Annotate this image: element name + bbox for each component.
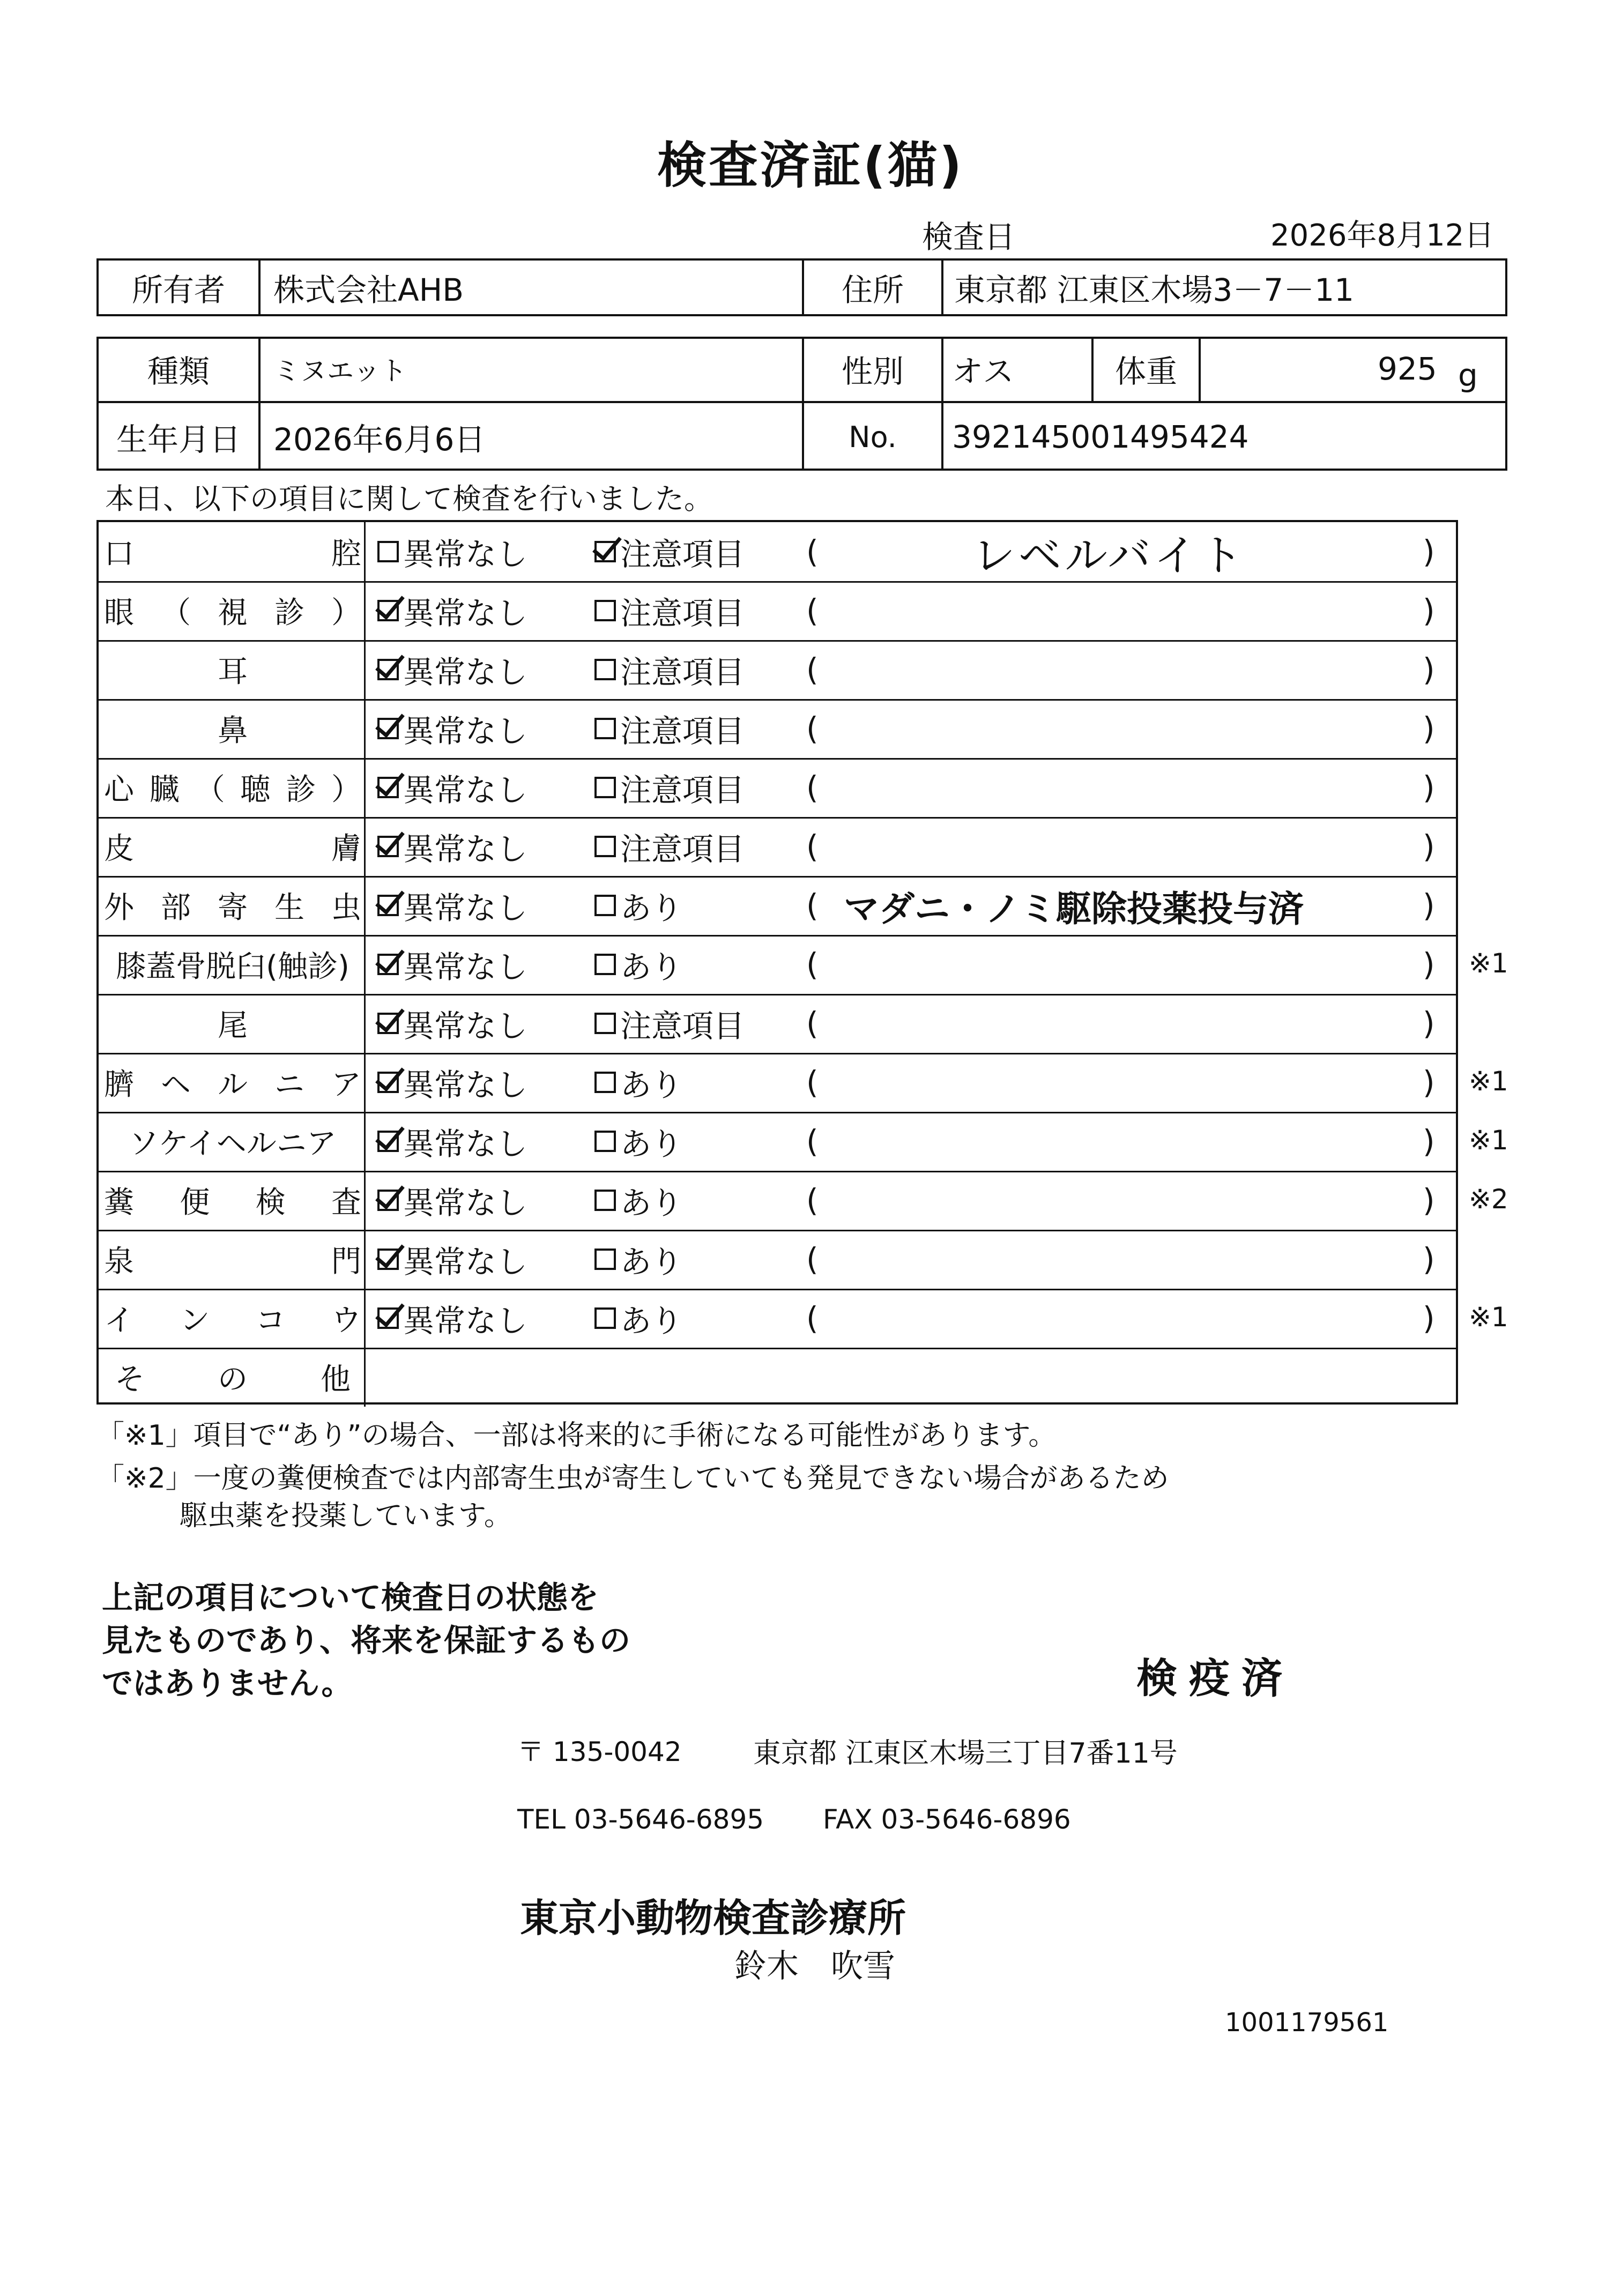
note-mark: ※1 <box>1469 948 1508 979</box>
item-name <box>104 640 361 699</box>
item-name-part: 視 <box>218 596 248 630</box>
item-name-part: 虫 <box>331 890 361 925</box>
remark-open-paren: ( <box>806 533 819 570</box>
item-name-part: 便 <box>180 1185 210 1220</box>
remark-close-paren: ) <box>1423 1300 1435 1336</box>
checkbox-normal[interactable] <box>377 718 399 739</box>
table-row <box>99 1289 1456 1349</box>
owner-label: 所有者 <box>131 272 225 308</box>
checkbox-other[interactable] <box>594 895 616 916</box>
sex-label: 性別 <box>841 353 904 390</box>
remark-open-paren: ( <box>806 1182 819 1218</box>
option-other[interactable] <box>594 640 745 699</box>
option-other-label: 注意項目 <box>620 595 745 631</box>
remark-close-paren: ) <box>1423 946 1435 983</box>
option-normal[interactable] <box>377 1289 527 1348</box>
item-name-part: ニ <box>274 1067 304 1102</box>
option-normal-label: 異常なし <box>403 1067 528 1103</box>
option-other[interactable] <box>594 522 745 581</box>
item-name-part: 検 <box>255 1185 286 1220</box>
remark-open-paren: ( <box>806 769 819 806</box>
remark-open-paren: ( <box>806 1241 819 1277</box>
option-other-label: あり <box>620 1303 683 1339</box>
table-row <box>99 581 1456 642</box>
item-name-part: 鼻 <box>218 714 248 748</box>
item-name-part: の <box>218 1362 248 1397</box>
table-row <box>99 522 1456 583</box>
disclaimer <box>102 1576 630 1705</box>
option-other-label: あり <box>620 949 683 985</box>
weight-unit: g <box>1458 357 1478 393</box>
remark-close-paren: ) <box>1423 1064 1435 1101</box>
checkbox-other[interactable] <box>594 954 616 975</box>
remark-open-paren: ( <box>806 828 819 865</box>
item-name-part: ウ <box>331 1303 361 1338</box>
number-label: No. <box>849 420 897 454</box>
remark-text: レベルバイト <box>972 530 1246 581</box>
remark-close-paren: ) <box>1423 1005 1435 1042</box>
checkbox-other[interactable] <box>594 777 616 798</box>
item-name-part: そ <box>115 1362 145 1397</box>
option-normal[interactable] <box>377 876 527 935</box>
footnote-1: 「※1」項目で“あり”の場合、一部は将来的に手術になる可能性があります。 <box>96 1420 1057 1452</box>
remark-close-paren: ) <box>1423 710 1435 747</box>
option-normal[interactable] <box>377 640 527 699</box>
remark-close-paren: ) <box>1423 592 1435 629</box>
item-name-part: 外 <box>104 890 134 925</box>
option-normal-label: 異常なし <box>403 949 528 985</box>
item-name-part: 診 <box>286 772 316 807</box>
option-normal[interactable] <box>377 935 527 994</box>
remark-close-paren: ) <box>1423 887 1435 924</box>
checkbox-normal[interactable] <box>377 1249 399 1270</box>
item-name <box>104 1289 361 1348</box>
option-normal-label: 異常なし <box>403 1185 528 1221</box>
table-row-other <box>99 1348 1456 1407</box>
option-other[interactable] <box>594 1289 682 1348</box>
item-name-part: 心 <box>104 772 134 807</box>
item-name-part: 査 <box>331 1185 361 1220</box>
remark-open-paren: ( <box>806 651 819 688</box>
item-name-part: コ <box>255 1303 286 1338</box>
item-name <box>104 1112 361 1171</box>
checkbox-normal[interactable] <box>377 659 399 680</box>
checkbox-other[interactable] <box>594 1072 616 1093</box>
remark-open-paren: ( <box>806 1300 819 1336</box>
item-name <box>104 1053 361 1112</box>
checkbox-other[interactable] <box>594 1307 616 1329</box>
item-name <box>104 1171 361 1230</box>
option-other-label: 注意項目 <box>620 713 745 749</box>
item-name-part: 耳 <box>218 655 248 689</box>
option-normal-label: 異常なし <box>403 1303 528 1339</box>
option-other[interactable] <box>594 994 745 1053</box>
remark-close-paren: ) <box>1423 1123 1435 1160</box>
item-name-part: 糞 <box>104 1185 134 1220</box>
option-normal[interactable] <box>377 699 527 758</box>
checkbox-normal[interactable] <box>377 541 399 562</box>
item-name-part: （ <box>161 596 191 630</box>
serial-number: 1001179561 <box>1225 2008 1389 2038</box>
checkbox-normal[interactable] <box>377 895 399 916</box>
option-other[interactable] <box>594 1053 682 1112</box>
remark-open-paren: ( <box>806 592 819 629</box>
item-name-part: 膚 <box>331 831 361 866</box>
remark-close-paren: ) <box>1423 769 1435 806</box>
checkbox-normal[interactable] <box>377 954 399 975</box>
item-name <box>104 581 361 640</box>
table-row <box>99 994 1456 1054</box>
other-notes-field[interactable] <box>367 1348 1449 1405</box>
option-other-label: 注意項目 <box>620 831 745 867</box>
option-other[interactable] <box>594 1171 682 1230</box>
checkbox-normal[interactable] <box>377 1072 399 1093</box>
option-normal-label: 異常なし <box>403 654 528 690</box>
item-name-part: （ <box>195 772 225 807</box>
item-name <box>104 522 361 581</box>
item-name-part: 膝蓋骨脱臼(触診) <box>116 949 350 984</box>
item-name-part: ソケイヘルニア <box>129 1126 337 1161</box>
weight-value: 925 <box>1378 351 1437 387</box>
intro-text: 本日、以下の項目に関して検査を行いました。 <box>105 482 713 516</box>
number-value: 392145001495424 <box>952 419 1249 455</box>
item-name-part: イ <box>104 1303 134 1338</box>
option-normal[interactable] <box>377 1230 527 1289</box>
option-other-label: あり <box>620 1244 683 1280</box>
table-row <box>99 1230 1456 1290</box>
item-name-part: 口 <box>104 537 134 571</box>
option-normal[interactable] <box>377 1112 527 1171</box>
table-row <box>99 640 1456 701</box>
note-mark: ※1 <box>1469 1066 1508 1097</box>
remark-close-paren: ) <box>1423 1241 1435 1277</box>
option-other[interactable] <box>594 1230 682 1289</box>
checkbox-normal[interactable] <box>377 1013 399 1034</box>
item-name-part: ） <box>331 772 361 807</box>
table-row <box>99 1171 1456 1231</box>
option-normal-label: 異常なし <box>403 536 528 573</box>
option-other-label: あり <box>620 1126 683 1162</box>
option-normal-label: 異常なし <box>403 1126 528 1162</box>
checkbox-other[interactable] <box>594 1249 616 1270</box>
address-label: 住所 <box>841 272 904 308</box>
note-mark: ※1 <box>1469 1302 1508 1333</box>
table-row <box>99 699 1456 760</box>
clinic-fax: FAX 03-5646-6896 <box>823 1804 1071 1835</box>
item-name-part: 寄 <box>218 890 248 925</box>
footnote-2-line-1: 「※2」一度の糞便検査では内部寄生虫が寄生していても発見できない場合があるため <box>96 1462 1169 1495</box>
address-value: 東京都 江東区木場3－7－11 <box>954 272 1355 308</box>
remark-close-paren: ) <box>1423 533 1435 570</box>
table-row <box>99 758 1456 819</box>
item-name-part: 臓 <box>149 772 180 807</box>
birth-label: 生年月日 <box>116 421 241 458</box>
option-normal-label: 異常なし <box>403 713 528 749</box>
checkbox-normal[interactable] <box>377 600 399 621</box>
exam-table <box>96 520 1458 1405</box>
item-name <box>104 758 361 817</box>
option-normal[interactable] <box>377 581 527 640</box>
disclaimer-line-3: ではありません。 <box>102 1665 353 1701</box>
breed-label: 種類 <box>147 353 210 390</box>
table-row <box>99 876 1456 937</box>
option-normal-label: 異常なし <box>403 890 528 926</box>
document-title: 検査済証(猫) <box>657 137 964 194</box>
item-name-part: 腔 <box>331 537 361 571</box>
quarantine-stamp: 検疫済 <box>1136 1654 1294 1702</box>
disclaimer-line-2: 見たものであり、将来を保証するもの <box>102 1622 631 1659</box>
option-other[interactable] <box>594 935 682 994</box>
checkbox-normal[interactable] <box>377 1131 399 1152</box>
remark-open-paren: ( <box>806 887 819 924</box>
disclaimer-line-1: 上記の項目について検査日の状態を <box>102 1579 599 1616</box>
table-row <box>99 1053 1456 1113</box>
remark-close-paren: ) <box>1423 828 1435 865</box>
option-normal-label: 異常なし <box>403 1244 528 1280</box>
option-other[interactable] <box>594 817 745 876</box>
checkbox-other[interactable] <box>594 836 616 857</box>
item-name-part: 尾 <box>218 1008 248 1043</box>
item-name-part: ア <box>331 1067 361 1102</box>
table-row <box>99 935 1456 995</box>
checkbox-other[interactable] <box>594 1131 616 1152</box>
remark-open-paren: ( <box>806 710 819 747</box>
owner-value: 株式会社AHB <box>273 272 464 308</box>
remark-close-paren: ) <box>1423 651 1435 688</box>
note-mark: ※2 <box>1469 1184 1508 1215</box>
clinic-address: 東京都 江東区木場三丁目7番11号 <box>753 1737 1178 1770</box>
table-row <box>99 817 1456 878</box>
checkbox-normal[interactable] <box>377 1190 399 1211</box>
option-other[interactable] <box>594 699 745 758</box>
item-name <box>104 817 361 876</box>
option-other[interactable] <box>594 581 745 640</box>
checkbox-normal[interactable] <box>377 836 399 857</box>
birth-value: 2026年6月6日 <box>273 421 486 458</box>
checkbox-normal[interactable] <box>377 1307 399 1329</box>
option-normal[interactable] <box>377 1053 527 1112</box>
option-other[interactable] <box>594 758 745 817</box>
option-other-label: 注意項目 <box>620 772 745 808</box>
item-name-part: ） <box>331 596 361 630</box>
option-other-label: 注意項目 <box>620 654 745 690</box>
item-name-part: 部 <box>161 890 191 925</box>
option-normal-label: 異常なし <box>403 772 528 808</box>
table-row <box>99 1112 1456 1172</box>
breed-value: ミヌエット <box>273 355 407 387</box>
option-other[interactable] <box>594 876 682 935</box>
item-name-part: ル <box>218 1067 248 1102</box>
option-other-label: 注意項目 <box>620 1008 745 1044</box>
item-name-part: 臍 <box>104 1067 134 1102</box>
checkbox-other[interactable] <box>594 1190 616 1211</box>
option-other-label: あり <box>620 1185 683 1221</box>
remark-open-paren: ( <box>806 1064 819 1101</box>
option-normal[interactable] <box>377 758 527 817</box>
checkbox-other[interactable] <box>594 541 616 562</box>
clinic-tel: TEL 03-5646-6895 <box>517 1804 764 1835</box>
item-name-part: 他 <box>321 1362 351 1397</box>
weight-label: 体重 <box>1114 353 1177 390</box>
checkbox-normal[interactable] <box>377 777 399 798</box>
option-other-label: 注意項目 <box>620 536 745 573</box>
item-name-part: 聴 <box>240 772 271 807</box>
sex-value: オス <box>952 353 1014 390</box>
remark-text: マダニ・ノミ駆除投薬投与済 <box>844 888 1304 930</box>
checkbox-other[interactable] <box>594 1013 616 1034</box>
remark-close-paren: ) <box>1423 1182 1435 1218</box>
option-normal-label: 異常なし <box>403 831 528 867</box>
item-name <box>104 1230 361 1289</box>
item-name <box>104 699 361 758</box>
option-other-label: あり <box>620 890 683 926</box>
item-name-part: 皮 <box>104 831 134 866</box>
note-mark: ※1 <box>1469 1125 1508 1156</box>
option-other[interactable] <box>594 1112 682 1171</box>
remark-open-paren: ( <box>806 1005 819 1042</box>
clinic-name: 東京小動物検査診療所 <box>520 1896 906 1941</box>
option-normal[interactable] <box>377 522 527 581</box>
option-other-label: あり <box>620 1067 683 1103</box>
remark-open-paren: ( <box>806 946 819 983</box>
checkbox-other[interactable] <box>594 600 616 621</box>
remark-open-paren: ( <box>806 1123 819 1160</box>
option-normal-label: 異常なし <box>403 1008 528 1044</box>
item-name-part: 門 <box>331 1244 361 1279</box>
item-name-part: ヘ <box>161 1067 191 1102</box>
item-name-part: 生 <box>274 890 304 925</box>
footnote-2-line-2: 駆虫薬を投薬しています。 <box>180 1500 512 1532</box>
item-name <box>115 1348 351 1407</box>
item-name <box>104 994 361 1053</box>
item-name-part: 診 <box>274 596 304 630</box>
exam-date-label: 検査日 <box>922 219 1016 255</box>
option-normal[interactable] <box>377 1171 527 1230</box>
option-normal-label: 異常なし <box>403 595 528 631</box>
item-name <box>104 935 361 994</box>
doctor-name: 鈴木 吹雪 <box>734 1948 895 1985</box>
item-name <box>104 876 361 935</box>
exam-date-value: 2026年8月12日 <box>1270 218 1494 253</box>
option-normal[interactable] <box>377 994 527 1053</box>
postal-code: 〒 135-0042 <box>517 1736 682 1767</box>
item-name-part: ン <box>180 1303 210 1338</box>
checkbox-other[interactable] <box>594 718 616 739</box>
item-name-part: 泉 <box>104 1244 134 1279</box>
option-normal[interactable] <box>377 817 527 876</box>
checkbox-other[interactable] <box>594 659 616 680</box>
item-name-part: 眼 <box>104 596 134 630</box>
